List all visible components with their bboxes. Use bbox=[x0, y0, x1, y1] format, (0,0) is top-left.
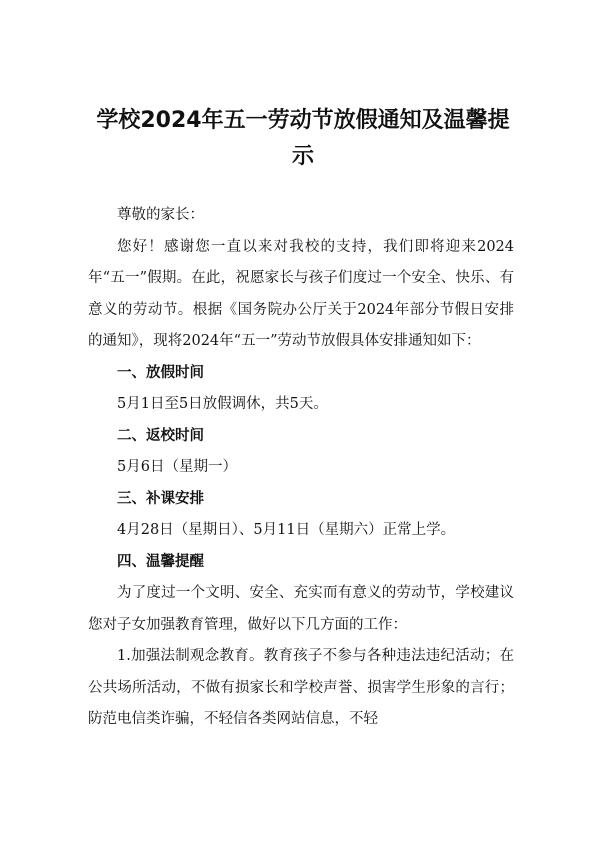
reminder-item-1: 1.加强法制观念教育。教育孩子不参与各种违法违纪活动；在公共场所活动，不做有损家长和学校声誉、损害学生形象的言行；防范电信类诈骗，不轻信各类网站信息，不轻 bbox=[88, 648, 514, 727]
section-text-return-time: 5月6日（星期一） bbox=[117, 459, 237, 475]
section-heading-return-time: 二、返校时间 bbox=[117, 427, 204, 444]
section-text-makeup-classes: 4月28日（星期日）、5月11日（星期六）正常上学。 bbox=[117, 522, 456, 538]
intro-paragraph: 您好！感谢您一直以来对我校的支持，我们即将迎来2024年“五一”假期。在此，祝愿家长与孩子们度过一个安全、快乐、有意义的劳动节。根据《国务院办公厅关于2024年部分节假日安排的通知》，现将2024年“五一”劳动节放假具体安排通知如下： bbox=[88, 238, 514, 349]
section-text-holiday-time: 5月1日至5日放假调休，共5天。 bbox=[117, 396, 328, 412]
section-heading-reminders: 四、温馨提醒 bbox=[117, 553, 204, 570]
document-body bbox=[88, 200, 514, 736]
document-title: 学校2024年五一劳动节放假通知及温馨提示 bbox=[96, 108, 510, 169]
section-heading-holiday-time: 一、放假时间 bbox=[117, 364, 204, 381]
section-heading-makeup-classes: 三、补课安排 bbox=[117, 490, 204, 507]
salutation: 尊敬的家长： bbox=[117, 207, 204, 223]
section-text-reminders: 为了度过一个文明、安全、充实而有意义的劳动节，学校建议您对子女加强教育管理，做好以下几方面的工作： bbox=[88, 585, 514, 633]
